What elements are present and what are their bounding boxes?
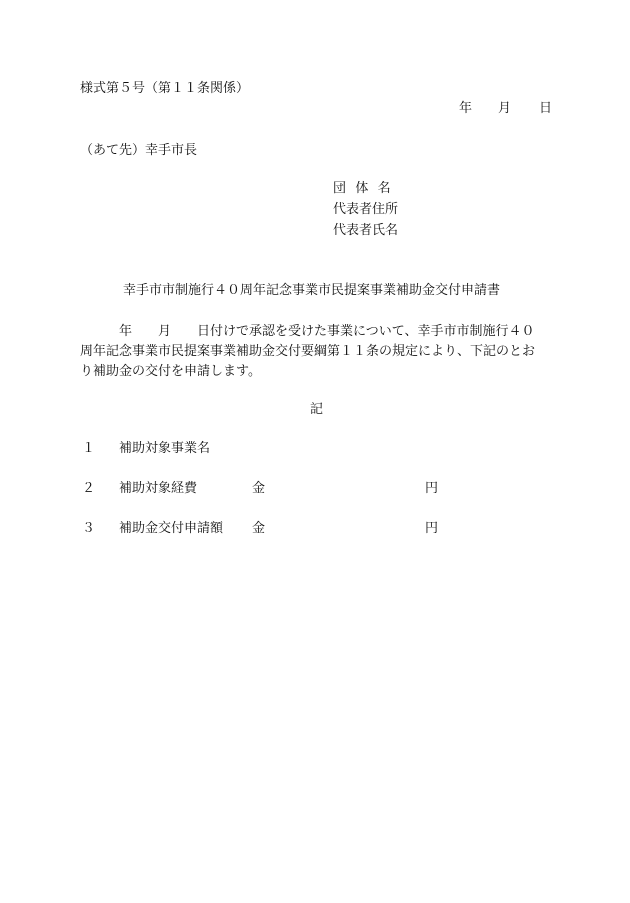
body-line-2: 周年記念事業市民提案事業補助金交付要綱第１１条の規定により、下記のとお	[80, 344, 536, 359]
representative-address-label: 代表者住所	[333, 202, 399, 217]
ki-heading: 記	[310, 402, 324, 417]
addressee: （あて先）幸手市長	[80, 143, 198, 158]
body-line-3: り補助金の交付を申請します。	[80, 364, 261, 379]
amount-prefix: 金	[252, 481, 266, 496]
date-day-label: 日	[539, 101, 553, 116]
date-month-label: 月	[498, 101, 512, 116]
item-number: １	[82, 441, 96, 456]
amount-unit: 円	[425, 481, 439, 496]
item-label-eligible-expenses: 補助対象経費	[119, 481, 198, 496]
organization-name-label: 団 体 名	[333, 181, 394, 196]
item-label-requested-amount: 補助金交付申請額	[119, 521, 224, 536]
date-year-label: 年	[459, 101, 473, 116]
item-number: ３	[82, 521, 96, 536]
representative-name-label: 代表者氏名	[333, 223, 399, 238]
document-title: 幸手市市制施行４０周年記念事業市民提案事業補助金交付申請書	[123, 283, 501, 298]
item-label-project-name: 補助対象事業名	[119, 441, 211, 456]
item-number: ２	[82, 481, 96, 496]
form-number: 様式第５号（第１１条関係）	[80, 81, 250, 96]
amount-unit: 円	[425, 521, 439, 536]
amount-prefix: 金	[252, 521, 266, 536]
body-line-1: 年 月 日付けで承認を受けた事業について、幸手市市制施行４０	[80, 324, 535, 339]
application-body-text	[80, 322, 558, 382]
